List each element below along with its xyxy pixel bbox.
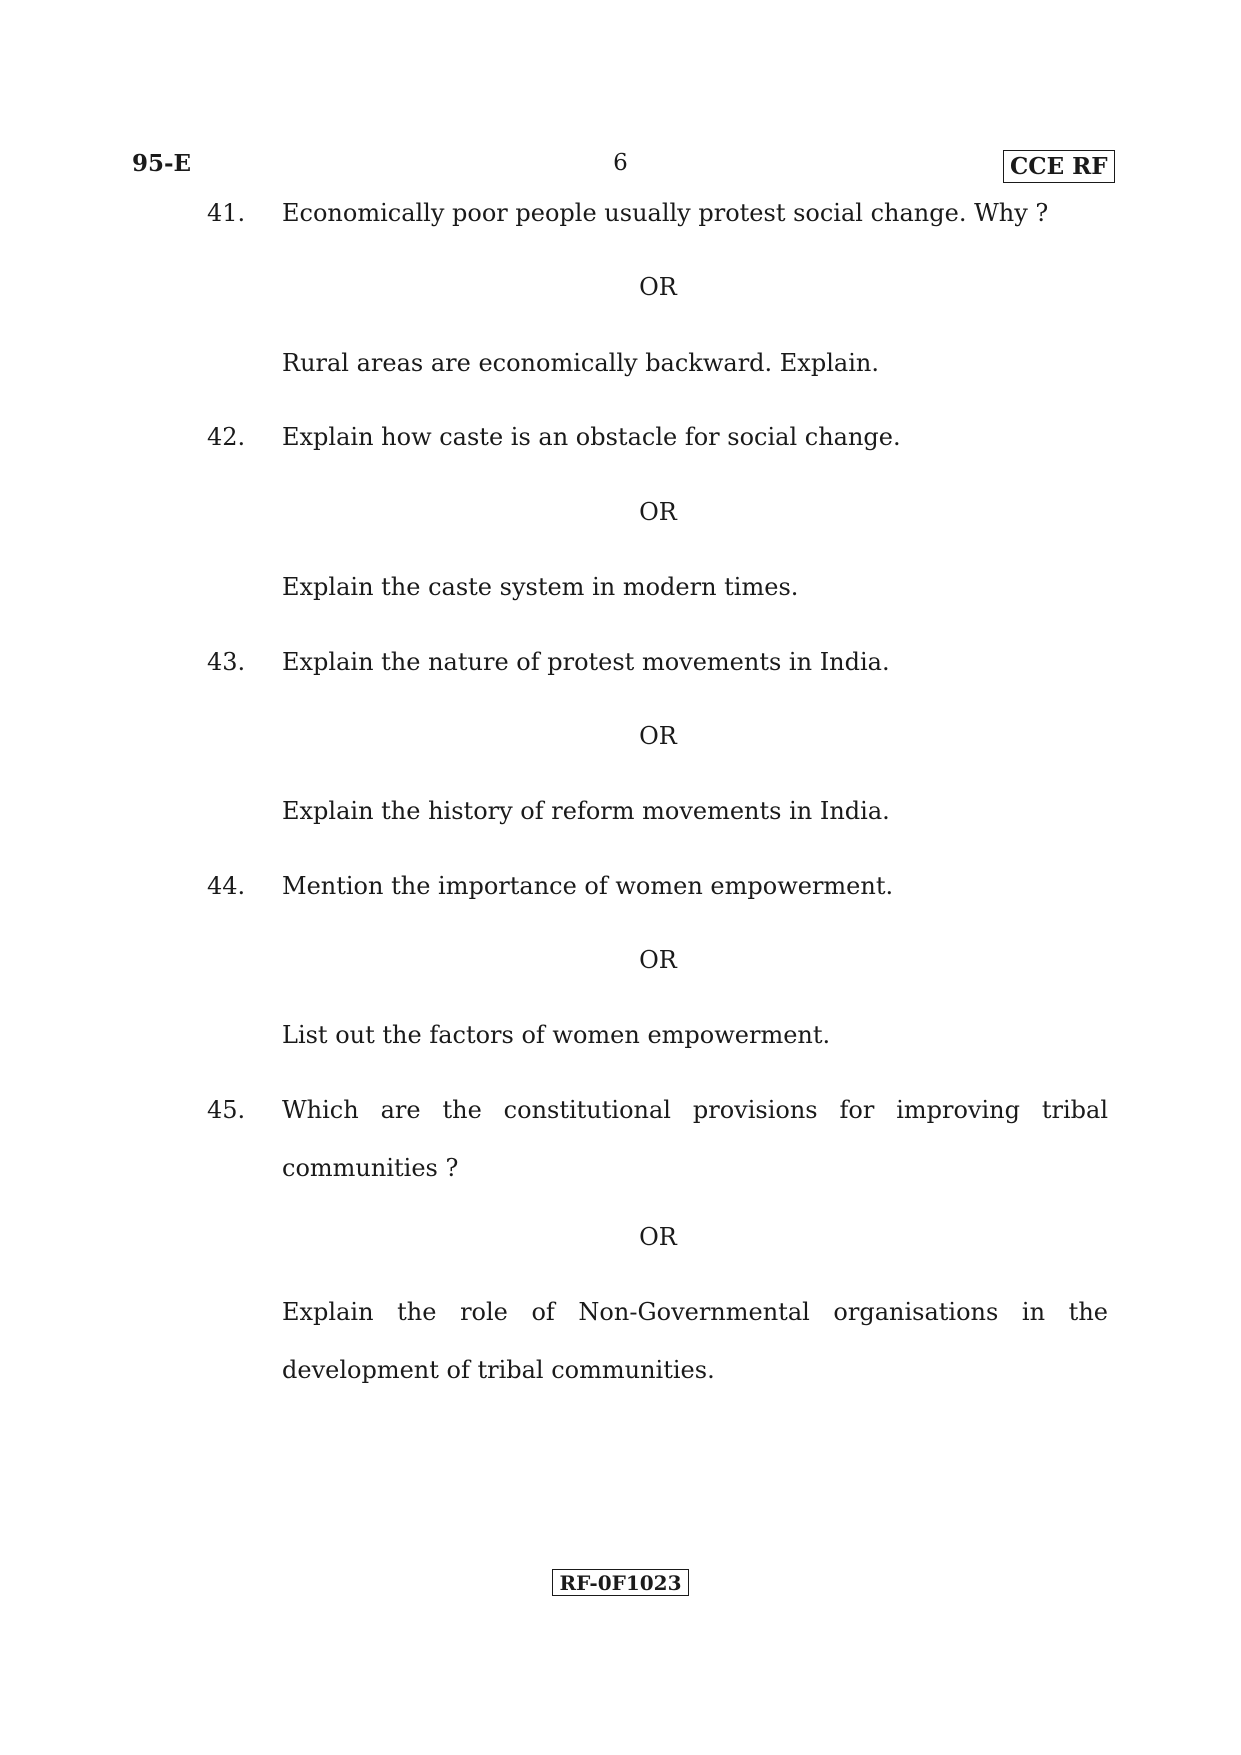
alternative-question: List out the factors of women empowerment. (282, 1021, 831, 1049)
or-separator: OR (639, 1223, 677, 1251)
question-number: 43. (207, 648, 246, 676)
alternative-question: Explain the caste system in modern times. (282, 573, 799, 601)
question-text: Which are the constitutional provisions for improving tribal communities ? (282, 1096, 1108, 1182)
question-number: 44. (207, 872, 246, 900)
or-separator: OR (639, 498, 677, 526)
paper-code-box: RF-0F1023 (552, 1569, 688, 1596)
exam-type-box: CCE RF (1003, 150, 1115, 183)
alternative-question: Explain the history of reform movements in India. (282, 797, 890, 825)
question-text: Explain the nature of protest movements in India. (282, 648, 890, 676)
question-text: Mention the importance of women empowerment. (282, 872, 894, 900)
question-text: Economically poor people usually protest social change. Why ? (282, 199, 1049, 227)
or-separator: OR (639, 273, 677, 301)
footer (0, 1569, 1241, 1596)
or-separator: OR (639, 946, 677, 974)
or-separator: OR (639, 722, 677, 750)
subject-code: 95-E (132, 150, 192, 177)
question-number: 41. (207, 199, 246, 227)
question-number: 45. (207, 1096, 246, 1124)
question-number: 42. (207, 423, 246, 451)
question-text: Explain how caste is an obstacle for social change. (282, 423, 901, 451)
page-number: 6 (613, 150, 628, 176)
alternative-question: Rural areas are economically backward. Explain. (282, 349, 879, 377)
alternative-question: Explain the role of Non-Governmental organisations in the development of tribal communities. (282, 1298, 1108, 1384)
